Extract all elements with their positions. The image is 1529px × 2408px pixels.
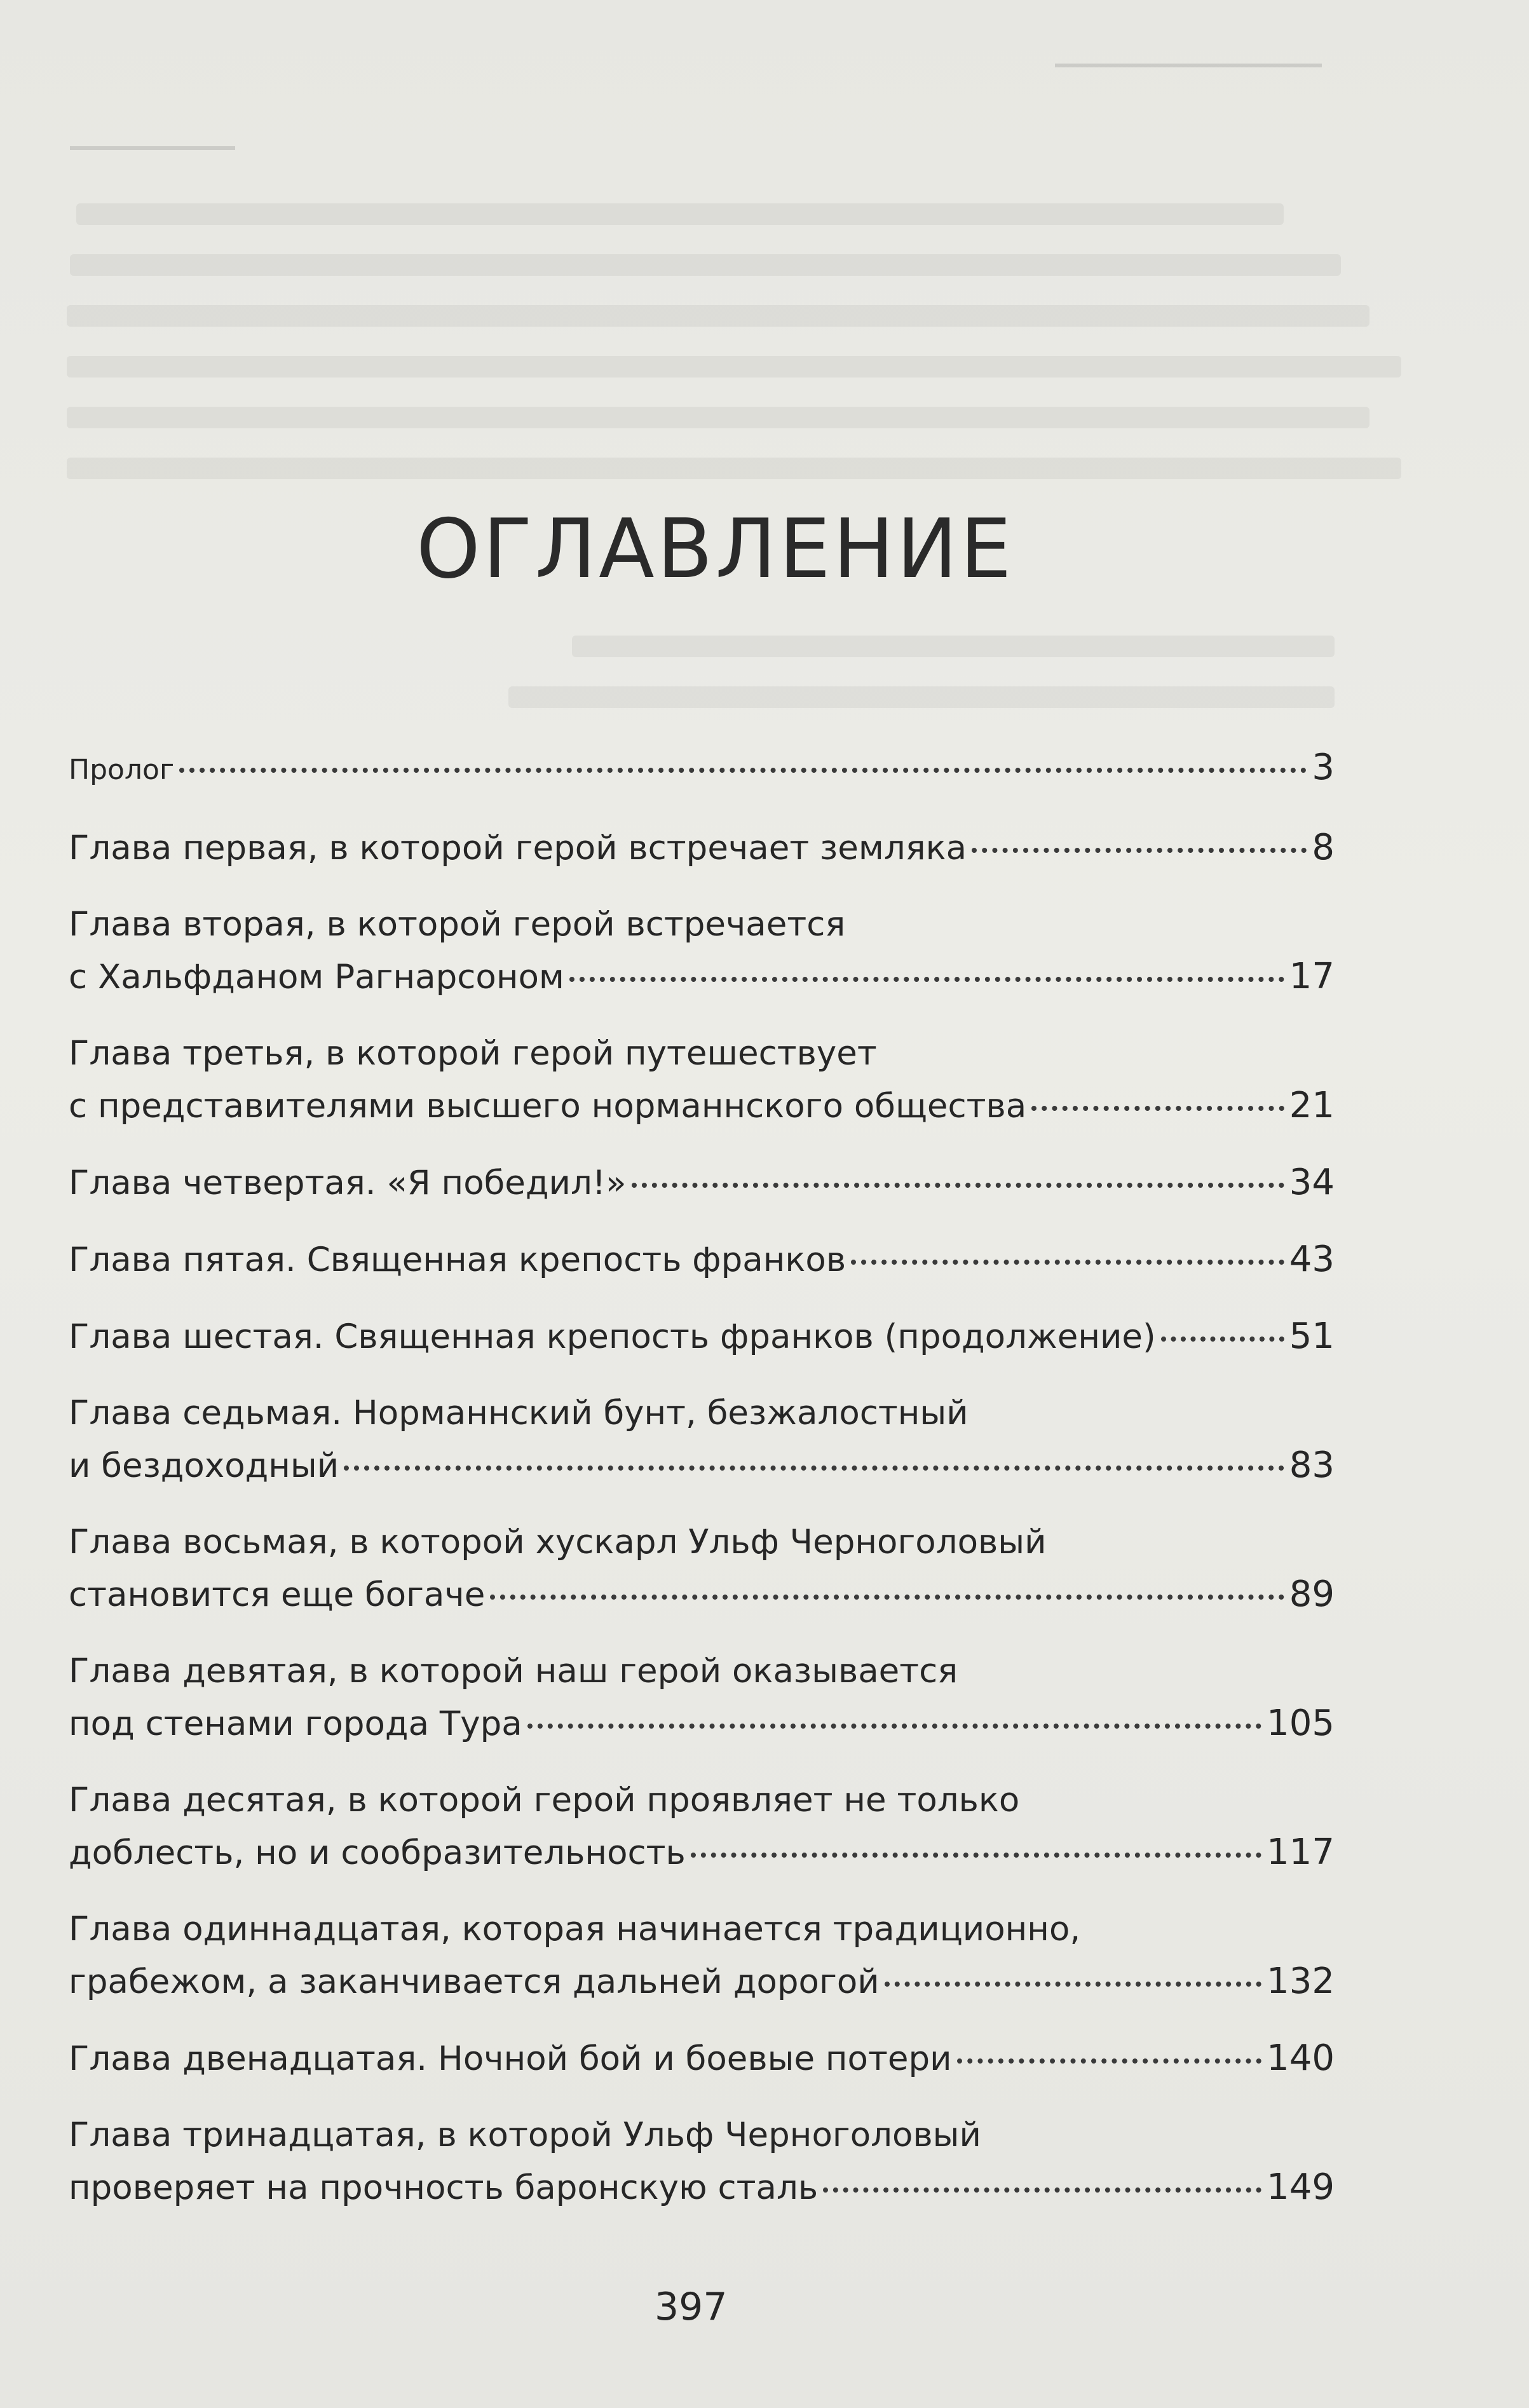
toc-entry-chapter-9[interactable] (69, 1645, 1335, 1750)
toc-entry-page: 3 (1312, 747, 1335, 788)
toc-entry-page: 21 (1289, 1085, 1335, 1126)
toc-entry-chapter-12[interactable] (69, 2032, 1335, 2085)
toc-entry-title-line1: Глава седьмая. Норманнский бунт, безжалостный (69, 1394, 968, 1432)
dot-leader (885, 1982, 1261, 1987)
toc-entry-chapter-10[interactable] (69, 1774, 1335, 1879)
toc-entry-page: 140 (1267, 2037, 1335, 2079)
toc-entry-title-line1: Глава восьмая, в которой хускарл Ульф Черноголовый (69, 1523, 1047, 1561)
toc-entry-title-line1: Глава десятая, в которой герой проявляет не только (69, 1781, 1020, 1820)
dot-leader (1161, 1337, 1284, 1342)
toc-entry-page: 89 (1289, 1574, 1335, 1615)
toc-entry-title: Глава двенадцатая. Ночной бой и боевые потери (69, 2039, 952, 2078)
dot-leader (823, 2187, 1261, 2193)
toc-entry-page: 8 (1312, 827, 1335, 868)
toc-entry-page: 149 (1267, 2167, 1335, 2208)
toc-entry-title-line1: Глава вторая, в которой герой встречается (69, 905, 846, 944)
toc-entry-title-line2: с Хальфданом Рагнарсоном (69, 958, 564, 997)
toc-entry-chapter-5[interactable] (69, 1234, 1335, 1286)
toc-entry-page: 51 (1289, 1316, 1335, 1357)
toc-entry-page: 105 (1267, 1703, 1335, 1744)
dot-leader (569, 977, 1284, 982)
page-title: ОГЛАВЛЕНИЕ (416, 502, 1014, 597)
toc-entry-chapter-3[interactable] (69, 1028, 1335, 1133)
table-of-contents (69, 740, 1335, 2214)
toc-entry-chapter-2[interactable] (69, 899, 1335, 1003)
toc-entry-page: 17 (1289, 956, 1335, 997)
page-number: 397 (655, 2285, 728, 2329)
dot-leader (179, 768, 1307, 773)
toc-entry-page: 43 (1289, 1239, 1335, 1280)
dot-leader (1031, 1106, 1284, 1111)
toc-entry-title-line1: Глава девятая, в которой наш герой оказывается (69, 1652, 958, 1690)
dot-leader (851, 1260, 1284, 1265)
toc-entry-title-line2: становится еще богаче (69, 1575, 486, 1614)
toc-entry-title-line2: под стенами города Тура (69, 1704, 522, 1743)
toc-entry-page: 117 (1267, 1832, 1335, 1873)
header-ornament-left (70, 121, 235, 150)
toc-entry-page: 83 (1289, 1445, 1335, 1486)
toc-entry-chapter-8[interactable] (69, 1516, 1335, 1621)
toc-entry-title-line2: доблесть, но и сообразительность (69, 1833, 686, 1872)
dot-leader (490, 1595, 1284, 1600)
toc-entry-title: Глава первая, в которой герой встречает земляка (69, 829, 967, 867)
toc-entry-chapter-4[interactable] (69, 1157, 1335, 1209)
toc-entry-page: 132 (1267, 1961, 1335, 2002)
dot-leader (972, 848, 1307, 853)
toc-entry-title-line2: с представителями высшего норманнского общества (69, 1087, 1027, 1126)
toc-entry-prolog[interactable] (69, 740, 1335, 798)
toc-entry-chapter-6[interactable] (69, 1310, 1335, 1363)
toc-entry-title: Глава шестая. Священная крепость франков (продолжение) (69, 1317, 1156, 1356)
toc-entry-title-line1: Глава одиннадцатая, которая начинается традиционно, (69, 1910, 1081, 1949)
toc-entry-chapter-11[interactable] (69, 1903, 1335, 2008)
header-ornament (1055, 38, 1322, 67)
toc-entry-chapter-1[interactable] (69, 822, 1335, 874)
toc-entry-chapter-7[interactable] (69, 1387, 1335, 1492)
toc-entry-title-line1: Глава третья, в которой герой путешествует (69, 1034, 877, 1073)
toc-entry-page: 34 (1289, 1162, 1335, 1203)
dot-leader (632, 1183, 1284, 1188)
toc-entry-title-line1: Глава тринадцатая, в которой Ульф Черноголовый (69, 2116, 981, 2154)
dot-leader (344, 1466, 1284, 1471)
dot-leader (691, 1853, 1261, 1858)
toc-entry-title-line2: и бездоходный (69, 1446, 339, 1485)
toc-entry-title-line2: проверяет на прочность баронскую сталь (69, 2168, 819, 2207)
toc-entry-title: Пролог (69, 754, 175, 786)
dot-leader (527, 1724, 1261, 1729)
toc-entry-title: Глава четвертая. «Я победил!» (69, 1164, 627, 1202)
toc-entry-title-line2: грабежом, а заканчивается дальней дорогой (69, 1962, 880, 2001)
toc-entry-title: Глава пятая. Священная крепость франков (69, 1241, 846, 1279)
dot-leader (957, 2058, 1262, 2064)
toc-entry-chapter-13[interactable] (69, 2109, 1335, 2214)
